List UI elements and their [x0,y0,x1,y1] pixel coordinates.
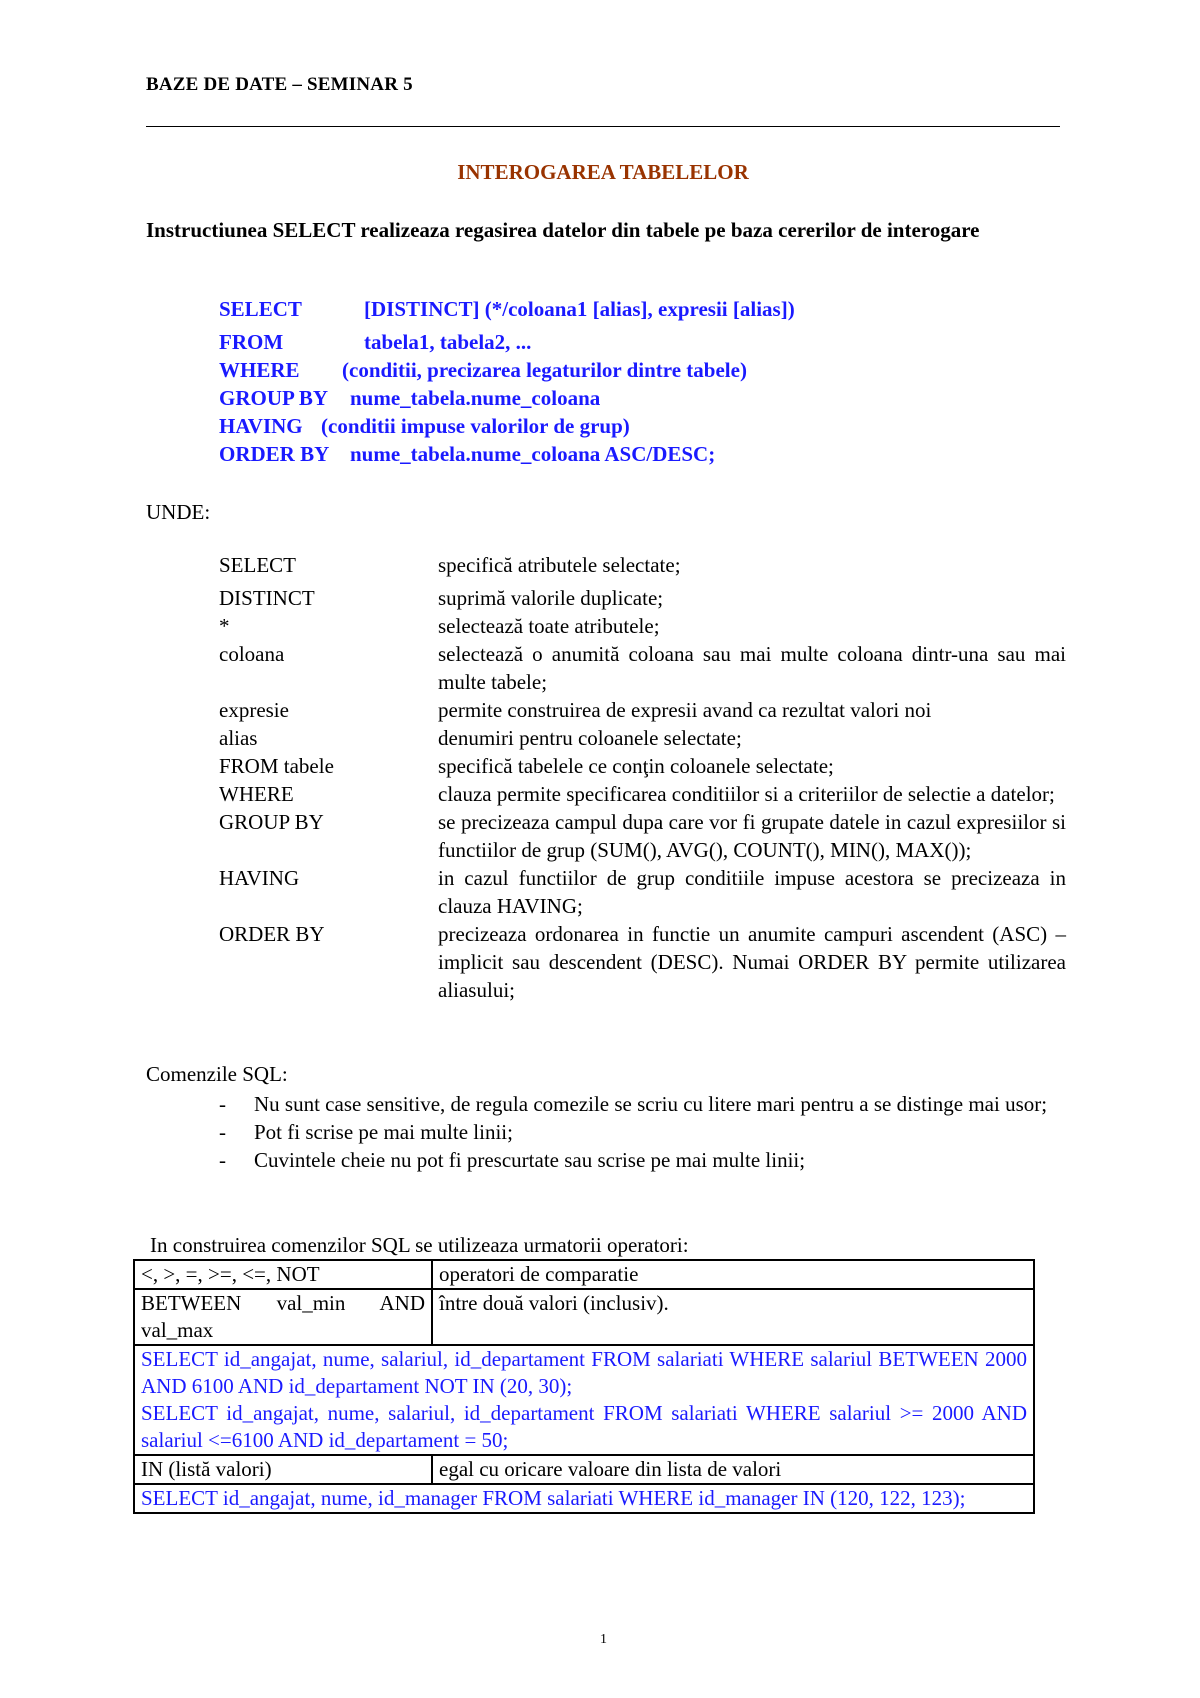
definition-desc: specifică tabelele ce conţin coloanele selectate; [438,754,834,778]
bullet-text: Cuvintele cheie nu pot fi prescurtate sau scrise pe mai multe linii; [254,1148,806,1172]
page-number: 1 [600,1632,607,1647]
definition-desc: in cazul functiilor de grup conditiile impuse acestora se precizeaza in clauza HAVING; [438,866,1066,918]
syntax-keyword: SELECT [219,297,302,321]
sql-example: SELECT id_angajat, nume, salariul, id_departament FROM salariati WHERE salariul BETWEEN 2000 AND 6100 AND id_departament NOT IN (20, 30); [141,1347,1027,1398]
syntax-keyword: FROM [219,330,284,354]
syntax-line-group-by [219,384,795,412]
definition-desc: denumiri pentru coloanele selectate; [438,726,742,750]
sql-example-cell [134,1484,1034,1513]
syntax-keyword: HAVING [219,414,303,438]
definition-item [219,640,1066,696]
bullet-dash: - [219,1120,226,1144]
table-row [134,1455,1034,1484]
page-header: BAZE DE DATE – SEMINAR 5 [146,74,413,95]
table-row [134,1345,1034,1455]
table-row [134,1484,1034,1513]
definition-term: FROM tabele [219,754,334,778]
definition-term: expresie [219,698,289,722]
operator-desc-cell: între două valori (inclusiv). [432,1289,1034,1345]
table-row [134,1260,1034,1289]
definition-item [219,612,1066,640]
operators-table [133,1259,1035,1514]
syntax-line-select [219,295,795,323]
definition-term: * [219,614,230,638]
definition-term: SELECT [219,553,296,577]
syntax-text: nume_tabela.nume_coloana [350,386,601,410]
syntax-text: (conditii, precizarea legaturilor dintre tabele) [342,358,747,382]
definition-item [219,752,1066,780]
syntax-line-having [219,412,795,440]
syntax-line-order-by [219,440,795,468]
sql-example: SELECT id_angajat, nume, salariul, id_departament FROM salariati WHERE salariul >= 2000 AND salariul <=6100 AND id_departament = 50; [141,1401,1027,1452]
definition-term: WHERE [219,782,294,806]
operator-cell: IN (listă valori) [134,1455,432,1484]
select-syntax-block [219,295,795,468]
definition-item [219,780,1066,808]
list-item [219,1118,1067,1146]
bullet-text: Nu sunt case sensitive, de regula comezile se scriu cu litere mari pentru a se distinge mai usor; [254,1092,1048,1116]
definition-item [219,696,1066,724]
sql-example: SELECT id_angajat, nume, id_manager FROM salariati WHERE id_manager IN (120, 122, 123); [141,1486,966,1510]
definition-list [219,551,1066,1004]
sql-example-cell [134,1345,1034,1455]
syntax-text: tabela1, tabela2, ... [364,330,532,354]
sql-commands-label: Comenzile SQL: [146,1062,288,1086]
definition-term: ORDER BY [219,922,325,946]
definition-item [219,808,1066,864]
list-item [219,1090,1067,1118]
definition-desc: selectează toate atributele; [438,614,660,638]
definition-term: GROUP BY [219,810,324,834]
syntax-text: [DISTINCT] (*/coloana1 [alias], expresii [alias]) [364,297,795,321]
syntax-line-where [219,356,795,384]
sql-rules-list [219,1090,1067,1174]
operators-intro: In construirea comenzilor SQL se utilizeaza urmatorii operatori: [150,1233,689,1257]
unde-label: UNDE: [146,500,211,524]
definition-item [219,551,1066,579]
syntax-line-from [219,328,795,356]
list-item [219,1146,1067,1174]
definition-item [219,920,1066,1004]
bullet-dash: - [219,1092,226,1116]
table-row [134,1289,1034,1345]
definition-desc: suprimă valorile duplicate; [438,586,664,610]
operator-cell: <, >, =, >=, <=, NOT [134,1260,432,1289]
definition-desc: specifică atributele selectate; [438,553,681,577]
syntax-keyword: GROUP BY [219,386,329,410]
intro-paragraph: Instructiunea SELECT realizeaza regasirea datelor din tabele pe baza cererilor de interogare [146,218,980,242]
definition-item [219,724,1066,752]
definition-desc: permite construirea de expresii avand ca rezultat valori noi [438,698,932,722]
definition-term: coloana [219,642,285,666]
syntax-text: (conditii impuse valorilor de grup) [321,414,630,438]
syntax-text: nume_tabela.nume_coloana ASC/DESC; [350,442,716,466]
definition-term: DISTINCT [219,586,315,610]
operator-cell: BETWEEN val_min AND val_max [134,1289,432,1345]
definition-term: alias [219,726,258,750]
operator-desc-cell: operatori de comparatie [432,1260,1034,1289]
definition-desc: selectează o anumită coloana sau mai multe coloana dintr-una sau mai multe tabele; [438,642,1066,694]
syntax-keyword: ORDER BY [219,442,330,466]
definition-term: HAVING [219,866,300,890]
header-rule [146,126,1060,127]
definition-item [219,864,1066,920]
bullet-dash: - [219,1148,226,1172]
document-title: INTEROGAREA TABELELOR [457,160,749,184]
operator-desc-cell: egal cu oricare valoare din lista de valori [432,1455,1034,1484]
definition-desc: se precizeaza campul dupa care vor fi grupate datele in cazul expresiilor si functiilor de grup (SUM(), AVG(), COUNT(), MIN(), MAX()); [438,810,1066,862]
definition-item [219,584,1066,612]
syntax-keyword: WHERE [219,358,300,382]
definition-desc: clauza permite specificarea conditiilor si a criteriilor de selectie a datelor; [438,782,1055,806]
definition-desc: precizeaza ordonarea in functie un anumite campuri ascendent (ASC) – implicit sau descendent (DESC). Numai ORDER BY permite utilizarea aliasului; [438,922,1066,1002]
bullet-text: Pot fi scrise pe mai multe linii; [254,1120,513,1144]
